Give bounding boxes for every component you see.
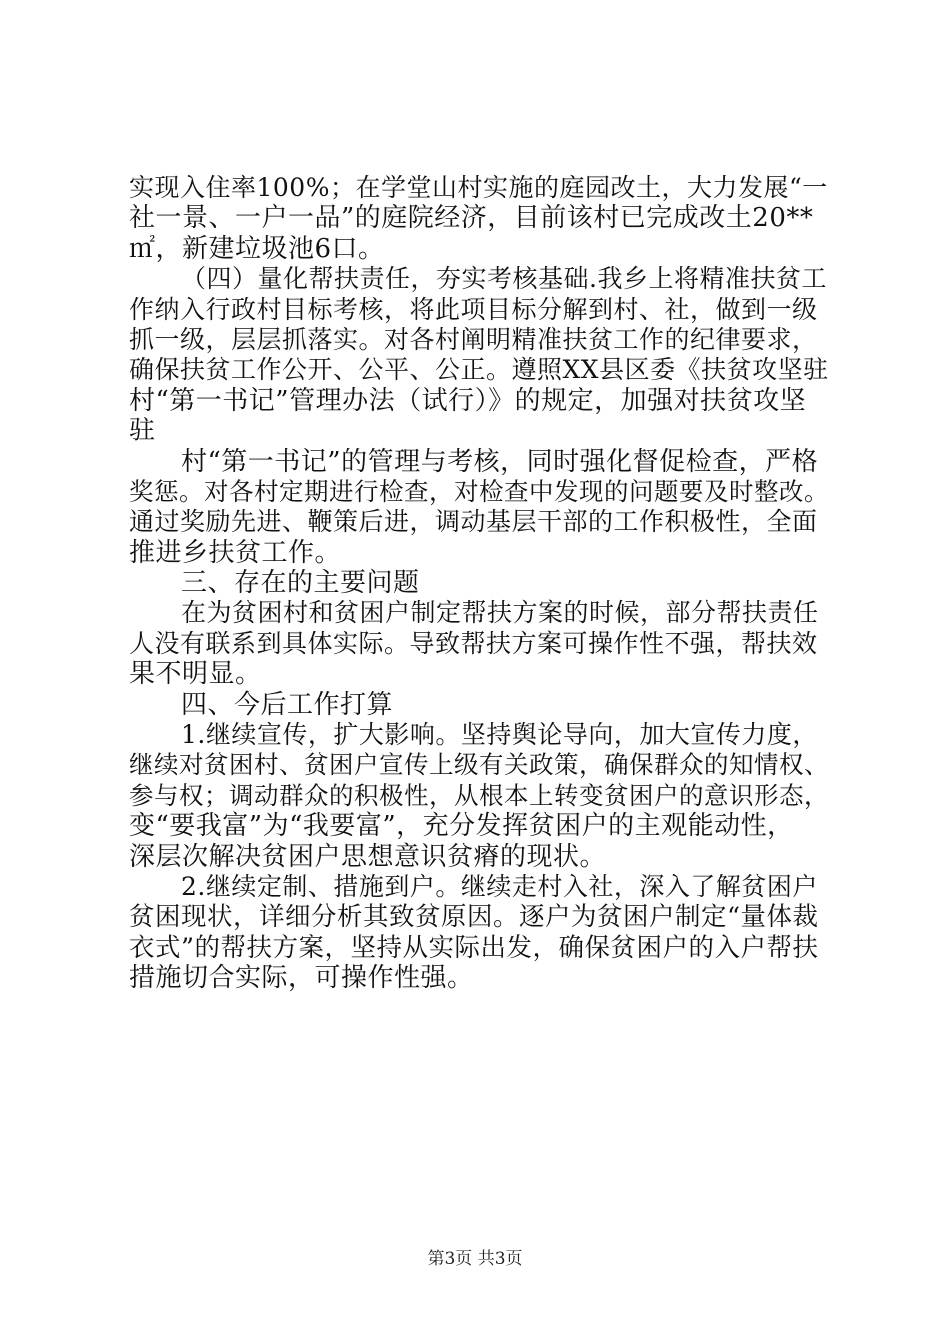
- section-heading: 三、存在的主要问题: [181, 568, 420, 599]
- text-line: 通过奖励先进、鞭策后进，调动基层干部的工作积极性，全面: [129, 507, 818, 537]
- text-line: 人没有联系到具体实际。导致帮扶方案可操作性不强，帮扶效: [129, 628, 818, 658]
- text-line: 驻: [129, 416, 156, 447]
- section-heading: 四、今后工作打算: [181, 689, 394, 720]
- text-line: 2.继续定制、措施到户。继续走村入社，深入了解贫困户: [181, 871, 818, 901]
- text-line: 实现入住率100%；在学堂山村实施的庭园改土，大力发展“一: [129, 173, 828, 202]
- text-line: 社一景、一户一品”的庭院经济，目前该村已完成改土20**: [129, 203, 814, 234]
- page-number-footer: 第3页 共3页: [427, 1249, 523, 1269]
- text-line: 措施切合实际，可操作性强。: [129, 963, 474, 994]
- document-body: [129, 173, 829, 994]
- text-line: 推进乡扶贫工作。: [129, 537, 342, 568]
- text-line: 衣式”的帮扶方案，坚持从实际出发，确保贫困户的入户帮扶: [129, 932, 819, 963]
- text-line: 抓一级，层层抓落实。对各村阐明精准扶贫工作的纪律要求，: [129, 324, 818, 354]
- text-line: 果不明显。: [129, 659, 262, 690]
- text-line: 继续对贫困村、贫困户宣传上级有关政策，确保群众的知情权、: [129, 750, 829, 780]
- text-line: （四）量化帮扶责任，夯实考核基础.我乡上将精准扶贫工: [181, 264, 827, 294]
- text-line: 村“第一书记”的管理与考核，同时强化督促检查，严格: [181, 446, 819, 477]
- text-line: 1.继续宣传，扩大影响。坚持舆论导向，加大宣传力度，: [181, 720, 818, 750]
- text-line: 确保扶贫工作公开、公平、公正。遵照XX县区委《扶贫攻坚驻: [129, 355, 829, 385]
- text-line: 贫困现状，详细分析其致贫原因。逐户为贫困户制定“量体裁: [129, 902, 819, 933]
- text-line: 奖惩。对各村定期进行检查，对检查中发现的问题要及时整改。: [129, 476, 829, 506]
- text-line: 在为贫困村和贫困户制定帮扶方案的时候，部分帮扶责任: [181, 598, 819, 628]
- text-line: 深层次解决贫困户思想意识贫瘠的现状。: [129, 841, 607, 872]
- text-line: 变“要我富”为“我要富”，充分发挥贫困户的主观能动性，: [129, 811, 794, 842]
- text-line: 村“第一书记”管理办法（试行）》的规定，加强对扶贫攻坚: [129, 385, 807, 416]
- text-line: 作纳入行政村目标考核，将此项目标分解到村、社，做到一级: [129, 294, 818, 324]
- text-line: ㎡，新建垃圾池6口。: [129, 233, 385, 264]
- text-line: 参与权；调动群众的积极性，从根本上转变贫困户的意识形态，: [129, 780, 829, 810]
